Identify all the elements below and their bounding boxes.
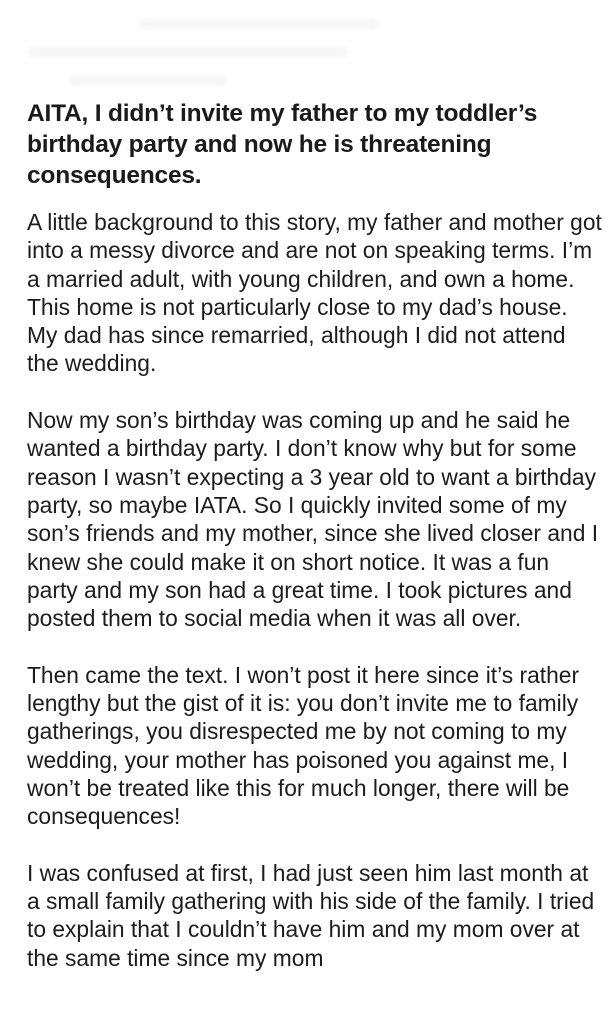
faded-line	[68, 74, 228, 86]
post-paragraph: I was confused at first, I had just seen him last month at a small family gathering with his side of the family. I tried to explain that I couldn’t have him and my mom over at the same time since my mom	[27, 859, 595, 971]
post-paragraph: Then came the text. I won’t post it here since it’s rather lengthy but the gist of it is: you don’t invite me to family gatherings, you disrespected me by not coming to my wedding, your mother has poisoned you against me, I won’t be treated like this for much longer, there will be consequences!	[27, 661, 580, 830]
post-title: AITA, I didn’t invite my father to my toddler’s birthday party and now he is threatening consequences.	[27, 100, 538, 189]
faded-line	[138, 18, 378, 30]
post-paragraph: Now my son’s birthday was coming up and he said he wanted a birthday party. I don’t know why but for some reason I wasn’t expecting a 3 year old to want a birthday party, so maybe IATA. So I quickly invited some of my son’s friends and my mother, since she lived closer and I knew she could make it on short notice. It was a fun party and my son had a great time. I took pictures and posted them to social media when it was all over.	[27, 407, 599, 632]
faded-line	[28, 46, 348, 58]
post-body	[27, 208, 602, 1000]
faded-header-text	[28, 18, 588, 88]
post-paragraph: A little background to this story, my father and mother got into a messy divorce and are not on speaking terms. I’m a married adult, with young children, and own a home. This home is not particularly close to my dad’s house. My dad has since remarried, although I did not attend the wedding.	[27, 209, 602, 377]
